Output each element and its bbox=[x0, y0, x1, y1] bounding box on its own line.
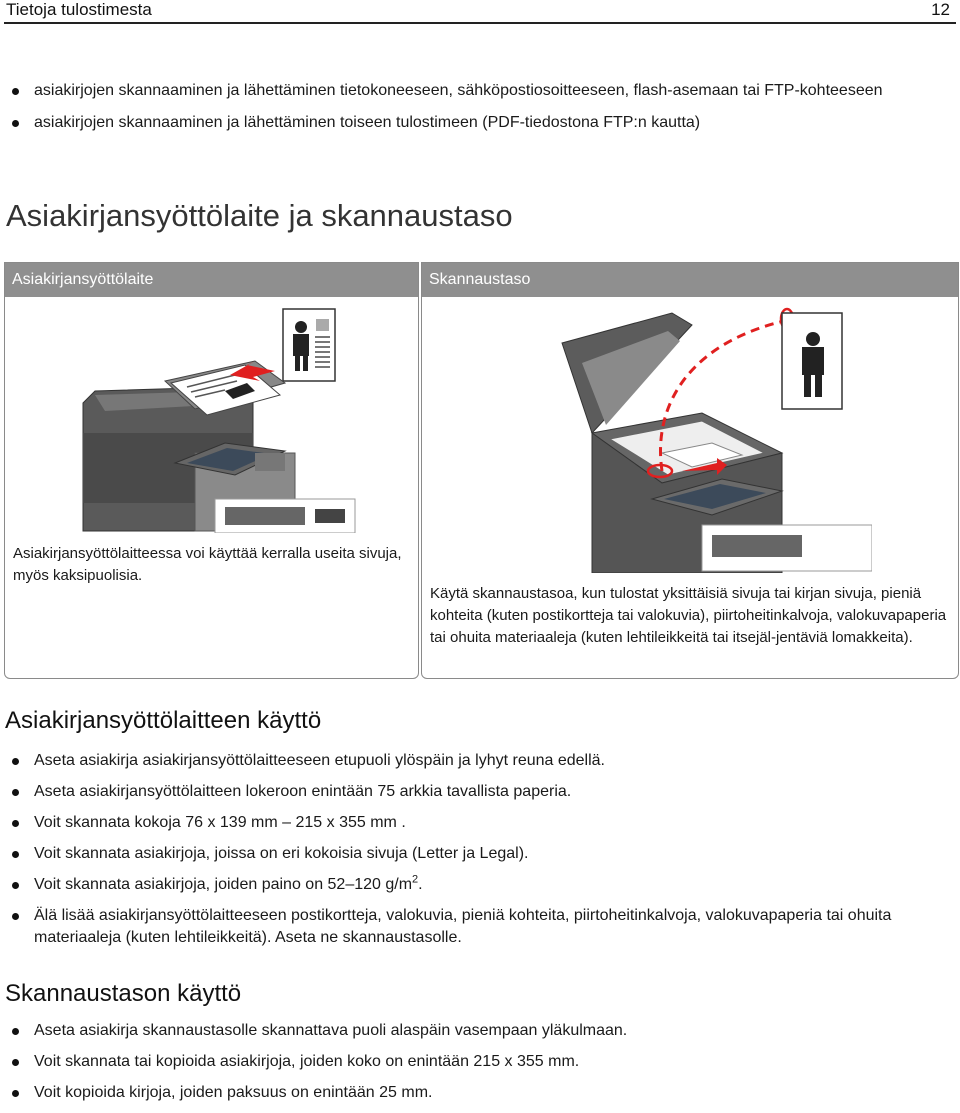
list-item: Aseta asiakirja asiakirjansyöttölaitteeseen etupuoli ylöspäin ja lyhyt reuna edellä. bbox=[0, 750, 940, 772]
adf-caption: Asiakirjansyöttölaitteessa voi käyttää kerralla useita sivuja, myös kaksipuolisia. bbox=[13, 545, 402, 584]
flatbed-bullet-list bbox=[0, 1020, 940, 1113]
flatbed-printer-illustration bbox=[552, 303, 872, 573]
list-item: Voit skannata asiakirjoja, joissa on eri kokoisia sivuja (Letter ja Legal). bbox=[0, 843, 940, 865]
adf-printer-illustration bbox=[75, 303, 365, 533]
flatbed-panel bbox=[421, 262, 959, 679]
list-item: Voit kopioida kirjoja, joiden paksuus on enintään 25 mm. bbox=[0, 1082, 940, 1104]
flatbed-section-heading: Skannaustason käyttö bbox=[5, 980, 242, 1007]
flatbed-caption: Käytä skannaustasoa, kun tulostat yksittäisiä sivuja tai kirjan sivuja, pieniä kohteita (kuten postikortteja tai valokuvia), piirtoheitinkalvoja, valokuvapaperia tai ohuita materiaaleja (kuten lehtileikkeitä tai itsejäl-jentäviä lomakkeita). bbox=[430, 585, 947, 646]
flatbed-panel-heading: Skannaustaso bbox=[422, 263, 958, 297]
list-item: asiakirjojen skannaaminen ja lähettäminen tietokoneeseen, sähköpostiosoitteeseen, flash-asemaan tai FTP-kohteeseen bbox=[0, 80, 900, 102]
list-item bbox=[0, 874, 940, 896]
intro-bullet-list bbox=[0, 80, 900, 144]
list-item: Aseta asiakirja skannaustasolle skannattava puoli alaspäin vasempaan yläkulmaan. bbox=[0, 1020, 940, 1042]
list-item: Aseta asiakirjansyöttölaitteen lokeroon enintään 75 arkkia tavallista paperia. bbox=[0, 781, 940, 803]
adf-panel-heading: Asiakirjansyöttölaite bbox=[5, 263, 418, 297]
weight-text: Voit skannata asiakirjoja, joiden paino on 52–120 g/m bbox=[34, 876, 413, 893]
adf-section-heading: Asiakirjansyöttölaitteen käyttö bbox=[5, 707, 322, 734]
main-heading: Asiakirjansyöttölaite ja skannaustaso bbox=[6, 198, 513, 233]
page-number: 12 bbox=[931, 0, 950, 19]
weight-suffix: . bbox=[418, 876, 423, 893]
weight-superscript: 2 bbox=[412, 873, 419, 886]
header-title: Tietoja tulostimesta bbox=[6, 0, 152, 19]
adf-panel bbox=[4, 262, 419, 679]
adf-bullet-list bbox=[0, 750, 940, 958]
list-item: Älä lisää asiakirjansyöttölaitteeseen postikortteja, valokuvia, pieniä kohteita, piirtoheitinkalvoja, valokuvapaperia tai ohuita materiaaleja (kuten lehtileikkeitä). Aseta ne skannaustasolle. bbox=[0, 905, 940, 949]
list-item: Voit skannata tai kopioida asiakirjoja, joiden koko on enintään 215 x 355 mm. bbox=[0, 1051, 940, 1073]
page-header bbox=[4, 0, 956, 24]
list-item: Voit skannata kokoja 76 x 139 mm – 215 x 355 mm . bbox=[0, 812, 940, 834]
list-item: asiakirjojen skannaaminen ja lähettäminen toiseen tulostimeen (PDF-tiedostona FTP:n kautta) bbox=[0, 112, 900, 134]
